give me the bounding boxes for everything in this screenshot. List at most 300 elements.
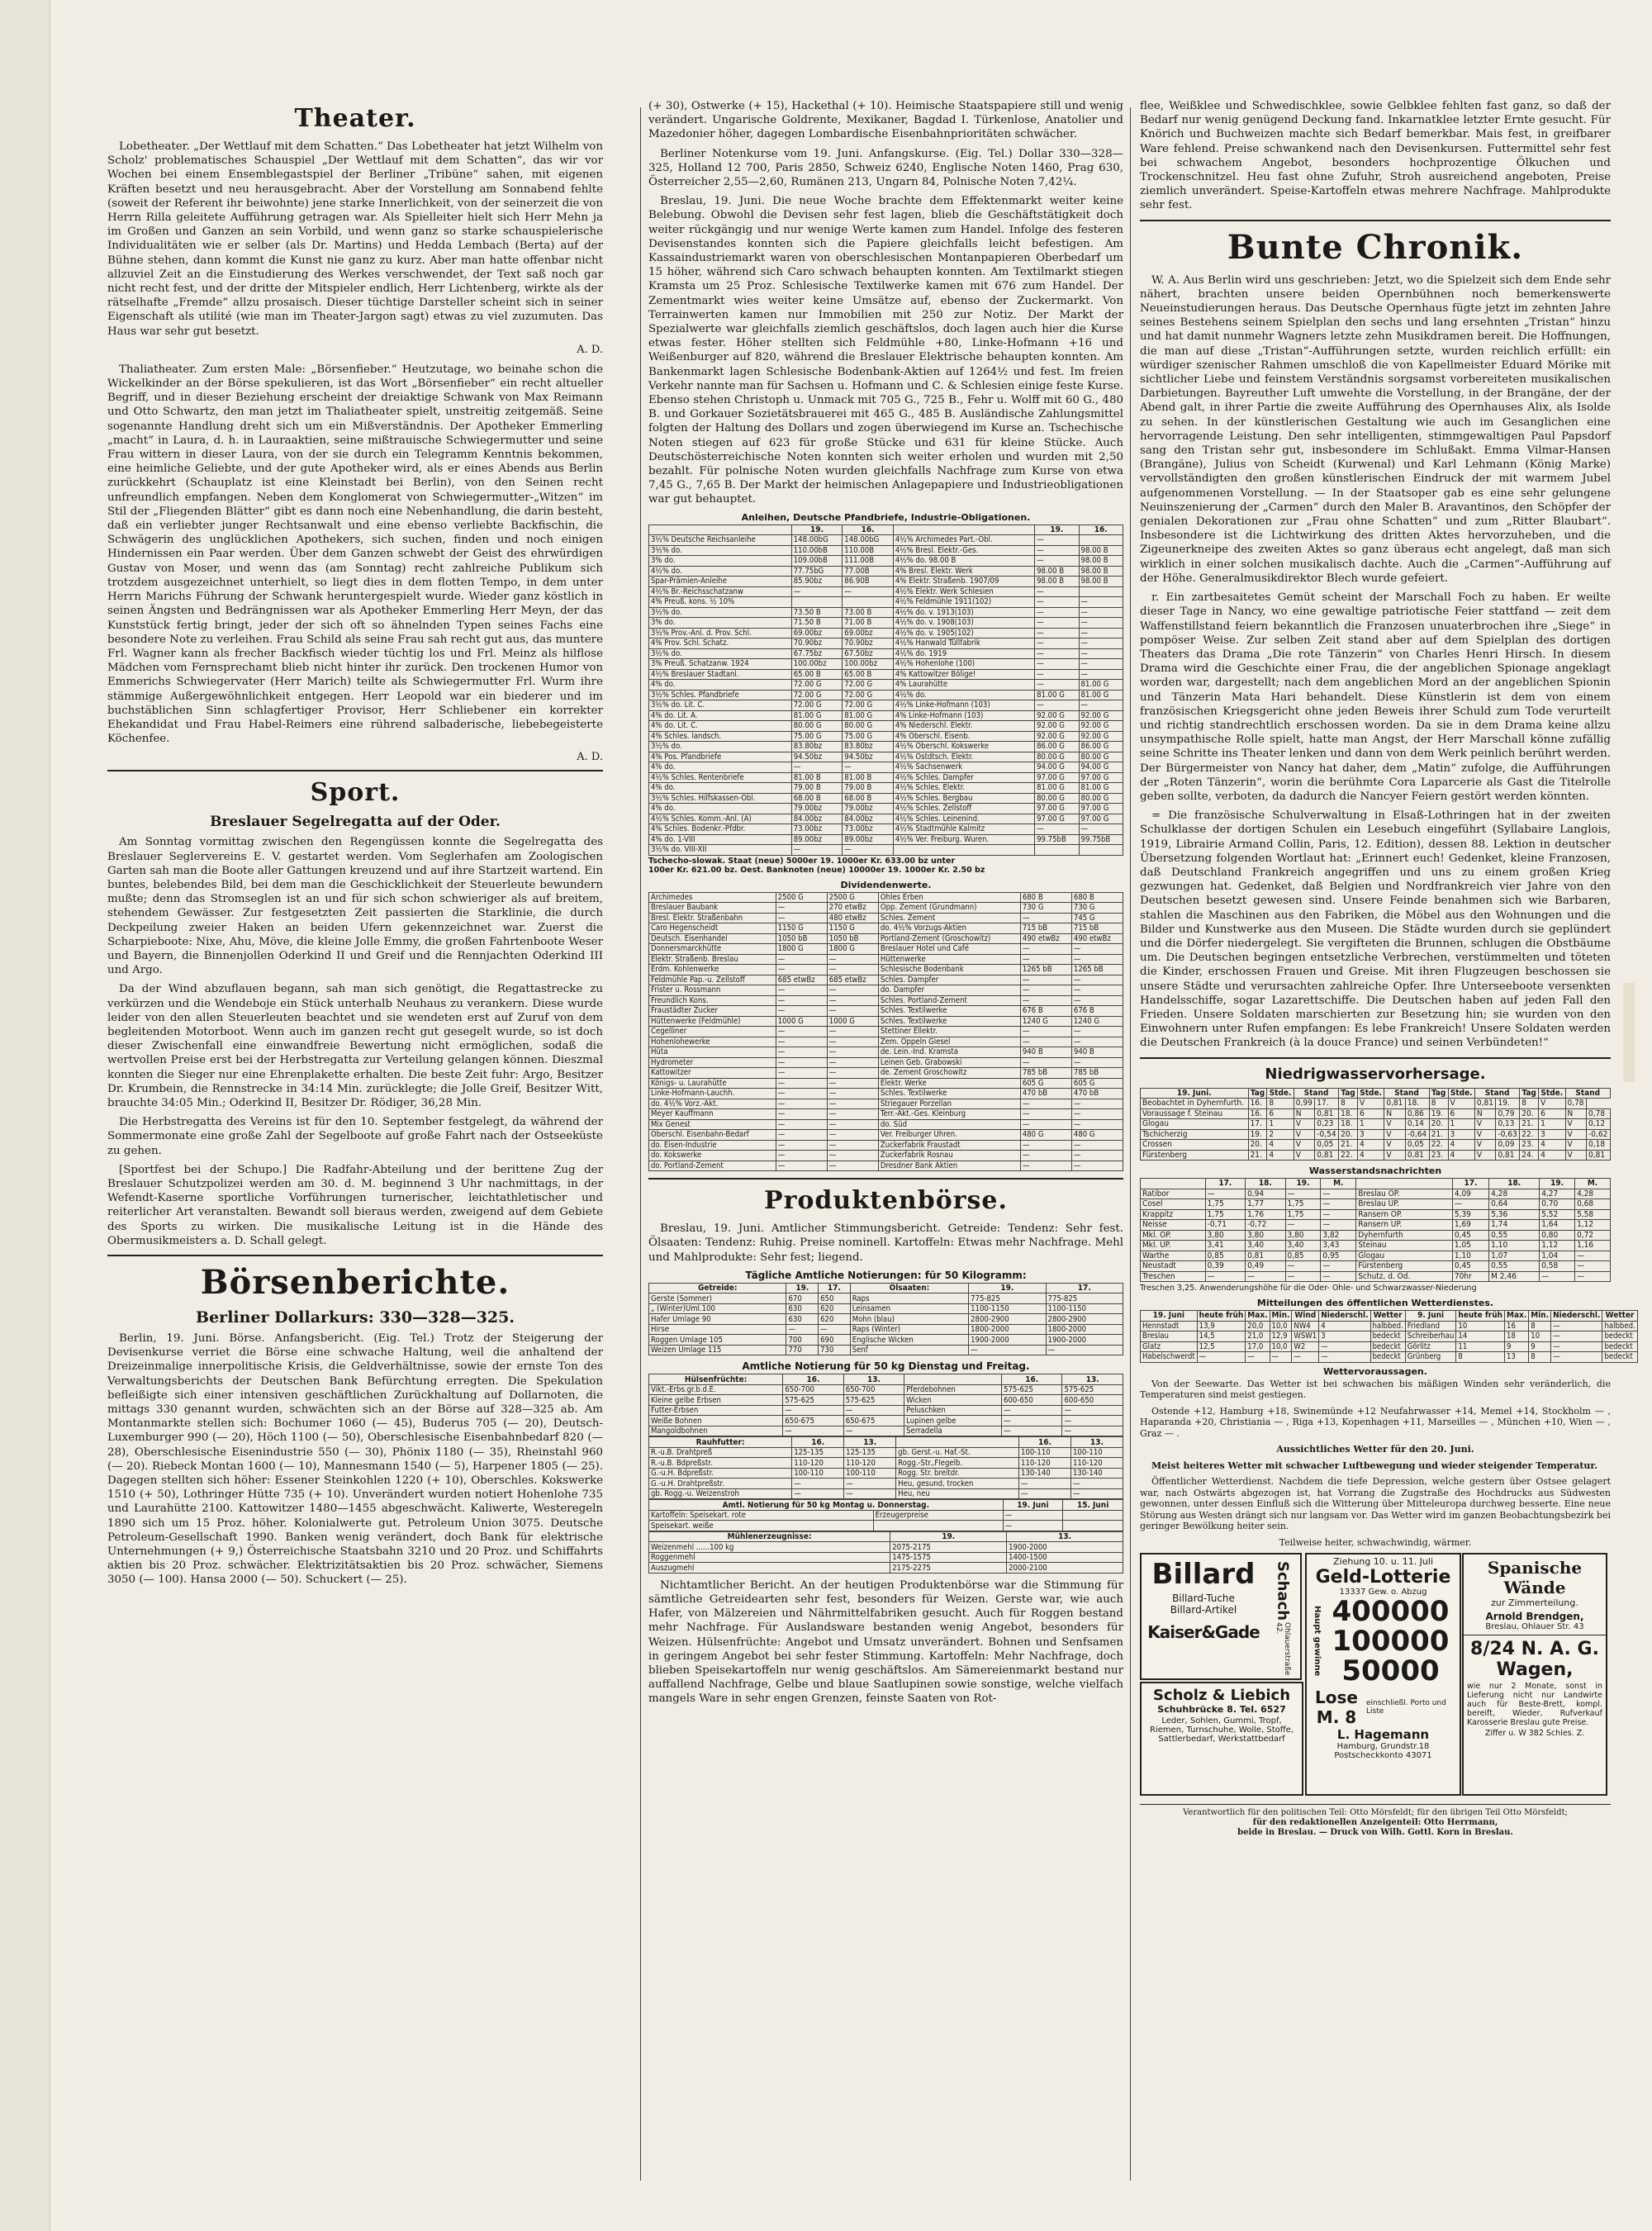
table-cell: 470 bB (1071, 1089, 1123, 1099)
table-cell: bedeckt (1370, 1331, 1405, 1342)
table-row (649, 845, 1123, 856)
chronik-paragraph: = Die französische Schulverwaltung in Elsaß-Lothringen hat in der zweiten Schulklasse der dortigen Schulen ein Lesebuch eingeführt (Syllabaire Langlois, 1919, Librairie Armand Collin, Paris, 12. Edition), dessen 88. Lektion in deutscher Übersetzung folgenden Wortlaut hat: „Erinnert euch! Gedenket, kleine Franzosen, daß Deutschland Frankreich angegriffen und uns zu einem großen Krieg gezwungen hat. Gedenket, daß Belgien und Nordfrankreich vier Jahre von den Deutschen besetzt gewesen sind. Unsere Feinde benahmen sich wie Barbaren, stahlen die Maschinen aus den Fabriken, die Möbel aus den Wohnungen und die Bilder und Kunstwerke aus den Museen. Die Städte wurden durch sie geplündert und die Dörfer niedergelegt. Sie vergifteten die Brunnen, schlugen die Obstbäume um. Die Deutschen begingen entsetzliche Verbrechen, verstümmelten und töteten die Kinder, erschossen Frauen und Greise. Mit ihren Flugzeugen beschossen sie unsere Städte und verursachten zahlreiche Opfer. Ihre Unterseeboote versenkten Handelsschiffe, sogar Lazarettschiffe. Die Deutschen haben auf jeden Fall den Frieden. Unsere Soldaten marschierten zur Besetzung hin; sie wurden von den Einwohnern unter Rufen empfangen: Es lebe Frankreich! Unsere Soldaten werden die Deutschen Frankreich (à la douce France) und seinen Verbündeten!“ (1140, 809, 1611, 1050)
table-cell: — (1071, 1057, 1123, 1068)
column-1 (107, 99, 603, 2197)
wasserstand-title: Wasserstandsnachrichten (1308, 1165, 1442, 1177)
table-row (649, 793, 1123, 804)
table-cell: 4 (1539, 1140, 1565, 1151)
table-header: 16. (1079, 525, 1123, 535)
scholz-sub: Schuhbrücke 8. Tel. 6527 (1157, 1704, 1286, 1716)
table-header: Stand (1294, 1088, 1338, 1099)
table-cell: V (1565, 1129, 1587, 1140)
table-cell: 1800 G (776, 944, 827, 955)
table-cell: V (1565, 1150, 1587, 1161)
table-cell: — (827, 1027, 878, 1037)
table-row (649, 577, 1123, 587)
table-cell: 24. (1520, 1150, 1539, 1161)
table-cell: 0,72 (1575, 1230, 1611, 1241)
table-cell: — (776, 1119, 827, 1130)
getreide-table (648, 1283, 1123, 1356)
table-cell: Schreiberhau (1405, 1331, 1456, 1342)
table-cell: Breslau (1141, 1331, 1198, 1342)
table-cell: Rogg.-Str.,Flegelb. (896, 1458, 1019, 1469)
table-cell: 3,43 (1321, 1241, 1356, 1251)
table-header: Niederschl. (1551, 1311, 1602, 1322)
table-header (904, 1374, 1002, 1385)
table-cell: -0,64 (1405, 1129, 1429, 1140)
table-cell: Roggenmehl (649, 1552, 890, 1563)
table-cell: 6 (1267, 1108, 1294, 1119)
wetter-title: Mitteilungen des öffentlichen Wetterdienstes. (1256, 1298, 1494, 1309)
table-cell: 148.00bG (791, 535, 843, 546)
table-row (649, 1161, 1123, 1171)
table-cell: 8 (1529, 1352, 1551, 1363)
table-cell: 0,23 (1315, 1119, 1339, 1130)
billard-heading: Billard (1151, 1558, 1256, 1592)
table-cell: — (783, 1426, 843, 1436)
table-cell: 605 G (1020, 1078, 1071, 1089)
table-cell: 17,0 (1246, 1341, 1270, 1352)
table-cell: Hennstadt (1141, 1321, 1198, 1331)
table-header: Stde. (1267, 1088, 1294, 1099)
table-row (1141, 1209, 1611, 1220)
table-cell: Zuckerfabrik Rosnau (878, 1151, 1020, 1161)
table-cell: Kleine gelbe Erbsen (649, 1395, 783, 1406)
table-cell: — (844, 1488, 896, 1499)
table-cell: 1800 G (827, 944, 878, 955)
table-row (649, 975, 1123, 985)
table-cell: 1800-2000 (1046, 1324, 1123, 1335)
table-cell: 480 G (1071, 1130, 1123, 1141)
table-cell: Serradella (904, 1426, 1002, 1436)
table-cell: — (776, 1140, 827, 1151)
table-cell: 0,05 (1315, 1140, 1339, 1151)
table-cell: 94.50bz (843, 752, 894, 762)
table-cell: halbbed. (1602, 1321, 1637, 1331)
table-cell: 22. (1429, 1140, 1448, 1151)
table-cell: 110.00bB (791, 545, 843, 556)
table-cell: Voraussage f. Steinau (1141, 1108, 1249, 1119)
table-cell: 81.00 G (1079, 690, 1123, 700)
table-cell: 1,75 (1285, 1199, 1321, 1210)
table-row (649, 804, 1123, 814)
table-cell: 92.00 G (1035, 731, 1079, 742)
newspaper-page (33, 50, 1635, 2197)
table-cell: 1,74 (1489, 1220, 1540, 1231)
table-header: 19. Juni (1003, 1500, 1063, 1511)
table-cell: 1240 G (1071, 1016, 1123, 1027)
table-row (649, 944, 1123, 955)
table-cell: — (1079, 824, 1123, 835)
table-cell: 1,16 (1575, 1241, 1611, 1251)
table-cell: bedeckt (1602, 1341, 1637, 1352)
table-cell: 10,0 (1270, 1321, 1292, 1331)
table-row (649, 535, 1123, 546)
table-cell: 4½% Schles. Komm.-Anl. (A) (649, 814, 792, 824)
table-cell: 1,76 (1246, 1209, 1285, 1220)
table-cell: 1900-2000 (1046, 1335, 1123, 1346)
table-cell: V (1474, 1140, 1496, 1151)
table-cell: Englische Wicken (850, 1335, 968, 1346)
table-cell: V (1384, 1140, 1406, 1151)
sport-paragraph: Am Sonntag vormittag zwischen den Regengüssen konnte die Segelregatta des Breslauer Seglervereins E. V. gestartet werden. Vom Seglerhafen am Zoologischen Garten sah man die Boote aller Gattungen kreuzend und auf ihre Startzeit wartend. Ein buntes, belebendes Bild, bei dem man die Geschicklichkeit der Steuerleute bewundern mußte; denn das Stromseglen ist an und für sich schon schwieriger als auf breitem, stehendem Gewässer. Zur festgesetzten Zeit passierten die Starklinie, die durch Deckpeilung zweier Haken an beiden Ufern gekennzeichnet war. Zuerst die Scharpieboote: Nixe, Ahu, Möve, die kleine Jolle Emmy, die großen Fahrtenboote Weser und Bayern, die Binnenjollen Oderkind II und Greif und die Rennjachten Oderkind III und Argo. (107, 836, 603, 977)
table-cell: 18. (1339, 1108, 1358, 1119)
section-divider (1140, 220, 1611, 221)
table-cell: — (776, 903, 827, 914)
table-cell: 16 (1505, 1321, 1529, 1331)
table-cell: 1,10 (1489, 1241, 1540, 1251)
table-header: Tag (1520, 1088, 1539, 1099)
table-cell: 4½% Br.-Reichsschatzanw (649, 586, 792, 597)
table-row (649, 1563, 1123, 1574)
table-cell: Elektr. Straßenb. Breslau (649, 954, 776, 965)
table-cell: Beobachtet in Dyhernfurth. (1141, 1099, 1249, 1109)
table-cell: Hüttenwerke (878, 954, 1020, 965)
table-cell: 70.90bz (791, 638, 843, 649)
table-cell: 99.75bB (1079, 834, 1123, 845)
table-cell: — (1035, 628, 1079, 638)
table-cell: V (1384, 1119, 1406, 1130)
table-cell: 19. (1248, 1129, 1267, 1140)
impressum: beide in Breslau. — Druck von Wilh. Gottl. Korn in Breslau. (1237, 1828, 1513, 1838)
table-cell: 3 (1448, 1129, 1474, 1140)
table-cell: 600-650 (1002, 1395, 1062, 1406)
table-cell: 98.00 B (1079, 577, 1123, 587)
table-cell: 715 bB (1020, 923, 1071, 934)
table-cell: 68.00 B (791, 793, 843, 804)
table-cell: 1,77 (1246, 1199, 1285, 1210)
table-cell: Fürstenberg (1356, 1261, 1453, 1272)
table-cell: 4½% do. 98.00 B (893, 556, 1034, 567)
table-cell: Ratibor (1141, 1189, 1206, 1199)
table-cell: Gerste (Sommer) (649, 1294, 786, 1304)
table-cell: — (843, 762, 894, 773)
table-cell: Treschen (1141, 1271, 1206, 1282)
table-cell: 0,81 (1496, 1150, 1520, 1161)
boerse-paragraph: (+ 30), Ostwerke (+ 15), Hackethal (+ 10). Heimische Staatspapiere still und wenig verändert. Ungarische Goldrente, Mexikaner, Bagdad I. Türkenlose, Anatolier und Mazedonier höher, dagegen Lombardische Eisenbahnprioritäten schwächer. (648, 100, 1123, 141)
table-cell: de. Lein.-Ind. Kramsta (878, 1047, 1020, 1058)
table-cell: 4,09 (1452, 1189, 1488, 1199)
table-cell: 13 (1505, 1352, 1529, 1363)
table-header: Stde. (1539, 1088, 1565, 1099)
column-rule (640, 107, 641, 2181)
table-cell: Steinau (1356, 1241, 1453, 1251)
table-cell: — (1246, 1352, 1270, 1363)
table-cell: 0,81 (1587, 1150, 1611, 1161)
table-header: 18. (1246, 1179, 1285, 1189)
table-cell: 8 (1520, 1099, 1539, 1109)
table-cell: 3% Preuß. Schatzanw. 1924 (649, 659, 792, 670)
table-cell: 1475-1575 (890, 1552, 1007, 1563)
table-cell: 65.00 B (843, 669, 894, 680)
sport-subtitle: Breslauer Segelregatta auf der Oder. (210, 814, 501, 831)
table-cell: 1,75 (1285, 1209, 1321, 1220)
table-cell: 680 B (1020, 892, 1071, 903)
table-cell: 73.00bz (843, 824, 894, 835)
table-cell: 0,81 (1315, 1108, 1339, 1119)
table-cell: Glatz (1141, 1341, 1198, 1352)
table-row (1141, 1271, 1611, 1282)
table-cell: 1,75 (1205, 1209, 1245, 1220)
table-cell: 4 (1357, 1150, 1384, 1161)
lotterie-lose: Lose M. 8 (1315, 1687, 1358, 1728)
table-cell: 0,64 (1489, 1199, 1540, 1210)
table-header: Max. (1505, 1311, 1529, 1322)
table-cell: — (1019, 1479, 1071, 1489)
table-cell: 1,12 (1575, 1220, 1611, 1231)
table-cell: 79.00bz (843, 804, 894, 814)
table-row (649, 783, 1123, 794)
table-cell: — (1079, 700, 1123, 711)
table-cell: 3% do. (649, 556, 792, 567)
table-cell: 86.90B (843, 577, 894, 587)
table-cell: 0,58 (1540, 1261, 1575, 1272)
dividenden-title: Dividendenwerte. (840, 879, 932, 890)
table-cell: Heu, gesund, trocken (896, 1479, 1019, 1489)
table-header: Tag (1429, 1088, 1448, 1099)
table-row (649, 762, 1123, 773)
table-cell: — (1285, 1271, 1321, 1282)
table-cell: 109.00bB (791, 556, 843, 567)
table-cell: 72.00 G (791, 690, 843, 700)
table-cell: 0,81 (1315, 1150, 1339, 1161)
table-cell (1063, 1510, 1123, 1521)
table-header: 13. (843, 1374, 904, 1385)
wagen-word: Wagen, (1496, 1659, 1574, 1681)
table-cell: — (819, 1324, 851, 1335)
table-cell: 80.00 G (843, 721, 894, 732)
table-cell: 8 (1339, 1099, 1358, 1109)
theater-paragraph: Lobetheater. „Der Wettlauf mit dem Schatten.“ Das Lobetheater hat jetzt Wilhelm von Scholz' problematisches Schauspiel „Der Wettlauf mit dem Schatten“, das wir vor Wochen bei einem Ensemblegastspiel der Berliner „Tribüne“ sahen, mit eigenen Kräften besetzt und neu herausgebracht. Aber der Vorstellung am Sonnabend fehlte (soweit der Referent ihr beiwohnte) jene starke Innerlichkeit, von der seinerzeit die von Herrn Rilla geleitete Aufführung getragen war. Als Spielleiter hielt sich Herr Mehn ja im Großen und Ganzen an sein Vorbild, und wenn ganz so starke schauspielerische Individualitäten wie er selber (als Dr. Martins) und Hedda Lembach (Berta) auf der Bühne stehen, dann kommt die Kunst nie ganz zu kurz. Aber man hatte offenbar nicht allzuviel Zeit an die Einstudierung des Werkes verschwendet, der Text saß noch gar nicht recht fest, und der dritte der Mitspieler endlich, Herr Lichtenberg, wirkte als der rätselhafte „Fremde“ allzu prosaisch. Dieser tüchtige Darsteller scheint sich in seiner Eigenschaft als utilité (wie man im Theater-Jargon sagt) etwas zu viel zuzumuten. Das Haus war sehr gut besetzt. (107, 140, 603, 338)
table-cell: — (1035, 556, 1079, 567)
table-cell: — (1321, 1271, 1356, 1282)
table-cell: — (1020, 944, 1071, 955)
table-cell: 4½% Schles. Leinenind. (893, 814, 1034, 824)
table-cell: 0,14 (1405, 1119, 1429, 1130)
table-cell: 4% do. Lit. A. (649, 710, 792, 721)
table-cell: 10 (1456, 1321, 1505, 1331)
table-cell: W2 (1292, 1341, 1319, 1352)
table-cell: 685 etwBz (827, 975, 878, 985)
table-row (1141, 1140, 1611, 1151)
table-row (649, 1047, 1123, 1058)
table-cell: — (1575, 1251, 1611, 1261)
schach-ad (1265, 1553, 1302, 1680)
lotterie-porto: einschließl. Porto und Liste (1366, 1699, 1446, 1716)
table-header: Min. (1529, 1311, 1551, 1322)
table-cell: Ver. Freiburger Uhren. (878, 1130, 1020, 1141)
table-cell: 650-675 (843, 1416, 904, 1426)
table-cell: R.-u.B. Bdpreßstr. (649, 1458, 792, 1469)
table-cell: 685 etwBz (776, 975, 827, 985)
table-cell: 14 (1456, 1331, 1505, 1342)
table-cell: 0,39 (1205, 1261, 1245, 1272)
table-header: 15. Juni (1063, 1500, 1123, 1511)
table-cell: — (827, 1109, 878, 1120)
table-cell: do. 4½% Vorzugs-Aktien (878, 923, 1020, 934)
table-cell: — (1020, 1140, 1071, 1151)
lotterie-prize: 100000 (1332, 1625, 1450, 1659)
table-cell: — (1020, 1099, 1071, 1109)
table-cell: — (1285, 1189, 1321, 1199)
table-cell: 0,81 (1246, 1251, 1285, 1261)
table-cell: 4½% do. (893, 690, 1034, 700)
wetter-table (1140, 1310, 1638, 1363)
muehlen-table (648, 1531, 1123, 1574)
table-cell: 70.90bz (843, 638, 894, 649)
table-row (649, 752, 1123, 762)
table-cell: 4% Bresl. Elektr. Werk (893, 566, 1034, 577)
table-cell: 94.50bz (791, 752, 843, 762)
table-cell: 4% Schles. landsch. (649, 731, 792, 742)
table-cell: 130-140 (1019, 1468, 1071, 1479)
table-header: Min. (1270, 1311, 1292, 1322)
table-cell: 690 (819, 1335, 851, 1346)
table-cell: 490 etwBz (1020, 933, 1071, 944)
table-cell: 1,69 (1452, 1220, 1488, 1231)
lotterie-sub: 13337 Gew. o. Abzug (1339, 1588, 1427, 1597)
table-cell: Weiße Bohnen (649, 1416, 783, 1426)
table-cell: 1,75 (1205, 1199, 1245, 1210)
table-cell: — (1003, 1510, 1063, 1521)
table-cell: 650 (819, 1294, 851, 1304)
billard-line: Billard-Tuche (1172, 1593, 1235, 1605)
table-cell: 67.50bz (843, 648, 894, 659)
table-cell: 5,39 (1452, 1209, 1488, 1220)
lotterie-title: Geld-Lotterie (1315, 1567, 1451, 1588)
table-cell: 3½% Schles. Pfandbriefe (649, 690, 792, 700)
table-cell: -0,72 (1246, 1220, 1285, 1231)
table-cell: 745 G (1071, 913, 1123, 923)
table-cell: 1240 G (1020, 1016, 1071, 1027)
table-header: Stde. (1448, 1088, 1474, 1099)
table-cell: 4% Kattowitzer Bölige! (893, 669, 1034, 680)
produkten-paragraph: Breslau, 19. Juni. Amtlicher Stimmungsbericht. Getreide: Tendenz: Sehr fest. Ölsaaten: Tendenz: Ruhig. Preise nominell. Kartoffeln: Etwas mehr Nachfrage. Mehl und Mahlprodukte: Sehr fest; liegend. (648, 1222, 1123, 1264)
table-cell: 97.00 G (1035, 772, 1079, 783)
table-cell: 75.00 G (791, 731, 843, 742)
table-cell: 111.00B (843, 556, 894, 567)
table-cell: — (776, 1130, 827, 1141)
table-cell: 23. (1520, 1140, 1539, 1151)
table-cell: — (1071, 944, 1123, 955)
table-cell: 1,07 (1489, 1251, 1540, 1261)
table-cell: 67.75bz (791, 648, 843, 659)
table-cell: Roggen Umlage 105 (649, 1335, 786, 1346)
table-cell: 1100-1150 (969, 1303, 1046, 1314)
table-cell: 9 (1529, 1341, 1551, 1352)
table-cell: do. Süd (878, 1119, 1020, 1130)
table-cell: 110-120 (792, 1458, 844, 1469)
table-cell: 22. (1520, 1129, 1539, 1140)
table-cell: — (1020, 1119, 1071, 1130)
table-cell: Rogg. Str. breitdr. (896, 1468, 1019, 1479)
table-cell: 0,18 (1587, 1140, 1611, 1151)
schach-label: Schach (1274, 1561, 1292, 1621)
table-row (649, 1395, 1123, 1406)
table-cell: 4½% Feldmühle 1911(102) (893, 597, 1034, 608)
table-cell: Leinsamen (850, 1303, 968, 1314)
table-cell: 4½% Oberschl. Kokswerke (893, 742, 1034, 752)
table-cell: 0,05 (1405, 1140, 1429, 1151)
sport-paragraph: Die Herbstregatta des Vereins ist für den 10. September festgelegt, da während der Sommermonate eine große Zahl der Segelboote auf große Fahrt nach der Ostseeküste zu gehen. (107, 1116, 603, 1157)
table-cell: 0,81 (1474, 1099, 1496, 1109)
table-cell: Warthe (1141, 1251, 1206, 1261)
table-cell: — (1035, 638, 1079, 649)
obligationen-title: Anleihen, Deutsche Pfandbriefe, Industrie-Obligationen. (741, 511, 1031, 523)
table-header: 19. (1035, 525, 1079, 535)
table-cell: — (1035, 669, 1079, 680)
table-cell: — (1020, 985, 1071, 996)
table-cell: — (1079, 669, 1123, 680)
table-row (649, 995, 1123, 1006)
table-cell: 18. (1405, 1099, 1429, 1109)
table-cell: Frister u. Rossmann (649, 985, 776, 996)
table-cell (893, 845, 1034, 856)
table-cell: 80.00 G (1035, 793, 1079, 804)
table-cell: 18. (1339, 1119, 1358, 1130)
table-row (649, 648, 1123, 659)
table-cell (791, 597, 843, 608)
table-row (649, 1057, 1123, 1068)
table-header: 13. (844, 1437, 896, 1448)
table-cell: 18 (1505, 1331, 1529, 1342)
table-row (649, 721, 1123, 732)
wetter-paragraph: Von der Seewarte. Das Wetter ist bei schwachen bis mäßigen Winden sehr veränderlich, die Temperaturen sind meist gestiegen. (1140, 1378, 1611, 1401)
table-cell: 17. (1248, 1119, 1267, 1130)
table-cell: do. Eisen-Industrie (649, 1140, 776, 1151)
table-cell: 80.00 G (1079, 752, 1123, 762)
table-header: 19. (1540, 1179, 1575, 1189)
table-cell: Weizen Umlage 115 (649, 1345, 786, 1355)
table-cell: Zuckerfabrik Fraustadt (878, 1140, 1020, 1151)
table-cell: V (1565, 1140, 1587, 1151)
table-cell: 0,68 (1575, 1199, 1611, 1210)
table-cell: — (1071, 975, 1123, 985)
table-cell: 100-110 (792, 1468, 844, 1479)
table-cell: -0,62 (1587, 1129, 1611, 1140)
table-cell: Feldmühle Pap.-u. Zellstoff (649, 975, 776, 985)
table-cell: Futter-Erbsen (649, 1405, 783, 1416)
table-cell: „ (Winter)Uml.100 (649, 1303, 786, 1314)
wetter-paragraph: Aussichtliches Wetter für den 20. Juni. (1276, 1444, 1474, 1455)
table-row (1141, 1189, 1611, 1199)
table-cell: Vikt.-Erbs.gr.b.d.E. (649, 1384, 783, 1395)
table-cell: 676 B (1071, 1006, 1123, 1017)
table-cell: 16. (1248, 1108, 1267, 1119)
table-cell: 1,04 (1540, 1251, 1575, 1261)
table-cell: 1 (1539, 1119, 1565, 1130)
table-cell: 4½% Linke-Hofmann (103) (893, 700, 1034, 711)
table-cell (1079, 845, 1123, 856)
table-cell: 110.00B (843, 545, 894, 556)
table-cell: 4% do. (649, 804, 792, 814)
table-cell: Schles. Zement (878, 913, 1020, 923)
table-header: 13. (1062, 1374, 1123, 1385)
table-cell: 10 (1529, 1331, 1551, 1342)
table-cell: — (1071, 1109, 1123, 1120)
table-header: 16. (783, 1374, 843, 1385)
table-cell: 1265 bB (1071, 965, 1123, 975)
table-cell: 81.00 B (843, 772, 894, 783)
table-cell: 1050 bB (827, 933, 878, 944)
table-cell: 0,45 (1452, 1261, 1488, 1272)
table-header: Stde. (1357, 1088, 1384, 1099)
table-cell: — (1540, 1271, 1575, 1282)
table-cell: 940 B (1020, 1047, 1071, 1058)
table-cell: 4% Niederschl. Elektr. (893, 721, 1034, 732)
table-row (649, 586, 1123, 597)
table-cell: Crossen (1141, 1140, 1249, 1151)
